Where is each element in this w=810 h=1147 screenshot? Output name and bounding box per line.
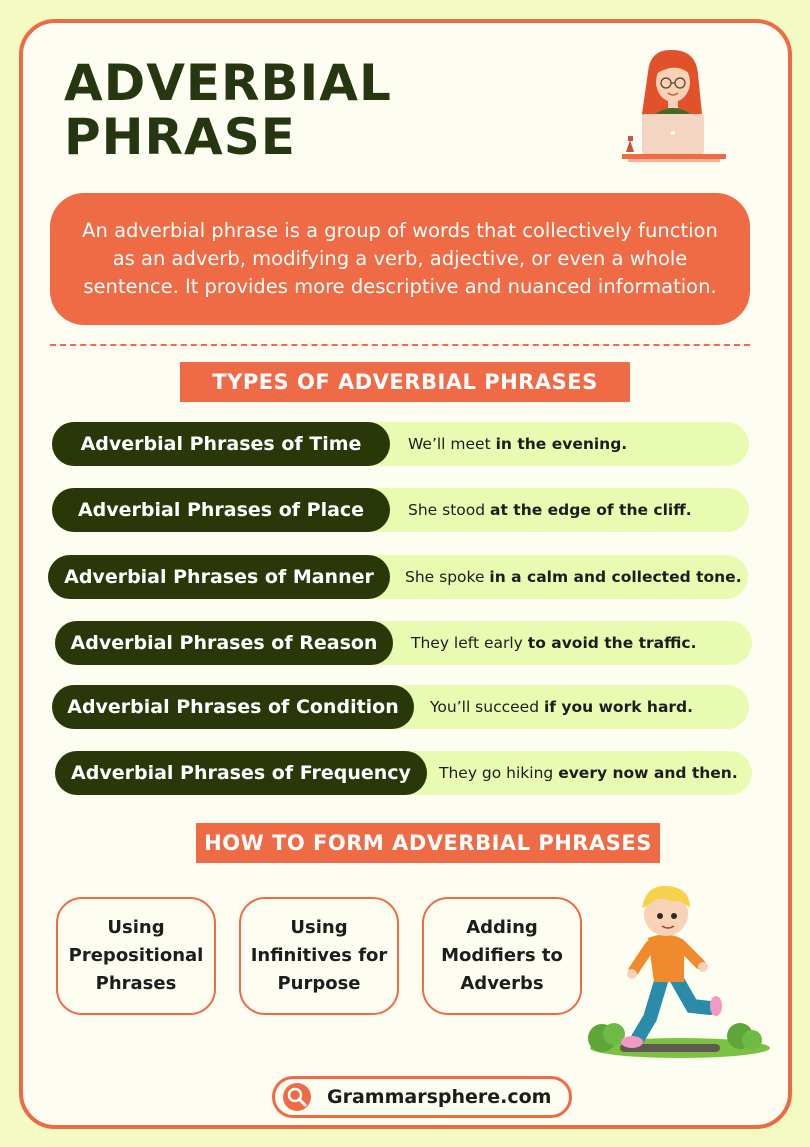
- title-line-2: PHRASE: [64, 108, 296, 166]
- method-line: Using: [290, 917, 348, 938]
- type-example: She stood at the edge of the cliff.: [408, 501, 692, 519]
- method-line: Purpose: [277, 973, 361, 994]
- section-divider: [50, 344, 750, 346]
- method-infinitives: [239, 897, 399, 1015]
- method-line: Modifiers to: [441, 945, 563, 966]
- type-row-frequency: [55, 751, 752, 795]
- method-line: Infinitives for: [250, 945, 388, 966]
- method-modifiers: [422, 897, 582, 1015]
- running-boy-illustration: [580, 878, 770, 1063]
- method-line: Using: [107, 917, 165, 938]
- method-line: Phrases: [95, 973, 177, 994]
- definition-box: An adverbial phrase is a group of words that collectively function as an adverb, modifying a verb, adjective, or even a whole sentence. It provides more descriptive and nuanced information.: [50, 193, 750, 325]
- type-label: Adverbial Phrases of Place: [52, 488, 390, 532]
- method-prepositional-phrases: [56, 897, 216, 1015]
- type-row-reason: [55, 621, 752, 665]
- form-heading: HOW TO FORM ADVERBIAL PHRASES: [196, 823, 660, 863]
- title-line-1: ADVERBIAL: [64, 54, 392, 112]
- method-line: Prepositional: [68, 945, 204, 966]
- website-link[interactable]: Grammarsphere.com: [327, 1086, 552, 1108]
- type-label: Adverbial Phrases of Condition: [52, 685, 414, 729]
- method-line: Adverbs: [460, 973, 544, 994]
- page-title: [64, 56, 484, 164]
- search-icon: [283, 1083, 311, 1111]
- type-row-manner: [48, 555, 748, 599]
- type-label: Adverbial Phrases of Frequency: [55, 751, 427, 795]
- type-row-place: [52, 488, 749, 532]
- type-row-time: [52, 422, 749, 466]
- type-example: You’ll succeed if you work hard.: [430, 698, 694, 716]
- type-label: Adverbial Phrases of Reason: [55, 621, 393, 665]
- type-example: They left early to avoid the traffic.: [411, 634, 697, 652]
- girl-with-laptop-illustration: [610, 44, 740, 169]
- method-line: Adding: [466, 917, 538, 938]
- type-label: Adverbial Phrases of Time: [52, 422, 390, 466]
- type-example: We’ll meet in the evening.: [408, 435, 628, 453]
- type-row-condition: [52, 685, 749, 729]
- type-label: Adverbial Phrases of Manner: [48, 555, 390, 599]
- types-heading: TYPES OF ADVERBIAL PHRASES: [180, 362, 630, 402]
- type-example: She spoke in a calm and collected tone.: [405, 568, 742, 586]
- type-example: They go hiking every now and then.: [439, 764, 738, 782]
- footer-website-badge[interactable]: [272, 1076, 572, 1118]
